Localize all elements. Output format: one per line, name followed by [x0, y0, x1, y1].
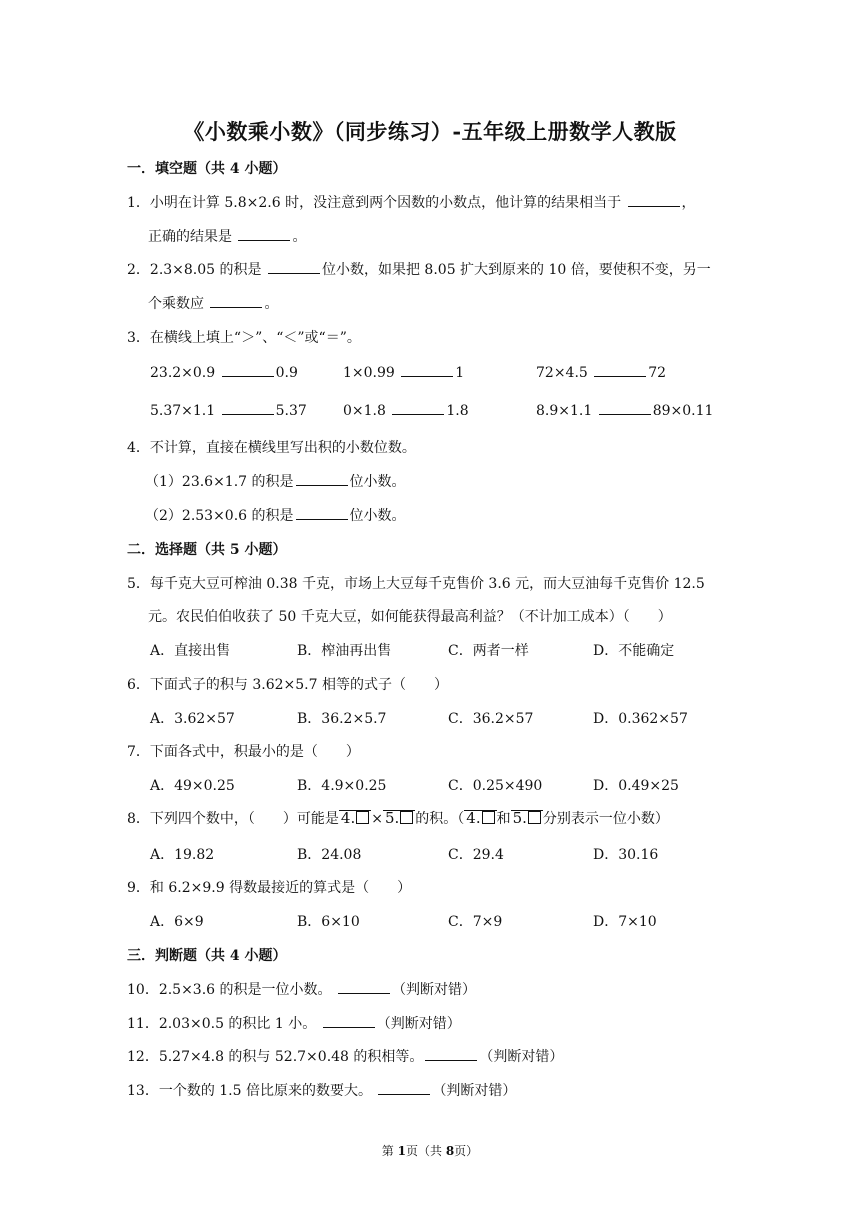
answer-blank [296, 507, 348, 520]
page-footer [0, 1142, 860, 1159]
page-number: 1 [397, 1144, 406, 1158]
judge-suffix: （判断对错） [432, 1083, 517, 1099]
compare-item [536, 364, 666, 381]
page-title: 《小数乘小数》（同步练习）-五年级上册数学人教版 [183, 119, 677, 144]
option-b: B．36.2×5.7 [297, 711, 387, 727]
factor-box-2 [383, 810, 415, 826]
option-c: C．两者一样 [448, 643, 529, 659]
square-placeholder-icon [356, 811, 369, 824]
question-1-text-2: 正确的结果是 [148, 229, 232, 245]
answer-blank [268, 261, 320, 274]
answer-blank [338, 981, 390, 994]
and-word: 和 [496, 811, 511, 827]
page-total: 8 [445, 1144, 455, 1158]
question-1-line-2 [148, 226, 306, 246]
option-b: B．4.9×0.25 [297, 778, 387, 794]
question-4-stem: 4．不计算，直接在横线里写出积的小数位数。 [127, 440, 416, 456]
question-8-text-b: 的积。（ [415, 811, 465, 827]
part-text: （1）23.6×1.7 的积是 [145, 474, 294, 490]
square-placeholder-icon [528, 811, 541, 824]
factor-box-1 [339, 810, 371, 826]
judge-text: 10．2.5×3.6 的积是一位小数。 [127, 982, 332, 998]
question-1-punct-2: 。 [292, 229, 307, 245]
times-sign: × [371, 811, 383, 827]
judge-text: 13．一个数的 1.5 倍比原来的数要大。 [127, 1083, 372, 1099]
option-a: A．直接出售 [150, 643, 231, 659]
option-a: A．6×9 [150, 914, 204, 930]
question-6-stem: 6．下面式子的积与 3.62×5.7 相等的式子（ ） [127, 677, 448, 693]
answer-blank [238, 228, 290, 241]
answer-blank [594, 364, 646, 377]
option-c: C．0.25×490 [448, 778, 543, 794]
option-b: B．榨油再出售 [297, 643, 392, 659]
option-d: D．0.362×57 [593, 711, 688, 727]
factor-digit: 5. [384, 809, 400, 827]
compare-left: 72×4.5 [536, 365, 588, 381]
section-heading-fill-in: 一．填空题（共 4 小题） [127, 161, 287, 177]
question-11 [127, 1013, 461, 1033]
question-2-text: 2．2.3×8.05 的积是 [127, 262, 262, 278]
answer-blank [323, 1015, 375, 1028]
factor-digit: 4. [466, 809, 481, 827]
question-8-text-c: 分别表示一位小数） [542, 811, 669, 827]
option-a: A．3.62×57 [150, 711, 235, 727]
part-text-b: 位小数。 [349, 508, 406, 524]
compare-left: 1×0.99 [343, 365, 395, 381]
question-4-part-1 [145, 471, 406, 491]
question-13 [127, 1080, 516, 1100]
question-2-punct: 。 [264, 296, 279, 312]
option-d: D．7×10 [593, 914, 657, 930]
section-heading-judge: 三．判断题（共 4 小题） [127, 948, 287, 964]
option-b: B．24.08 [297, 847, 362, 863]
square-placeholder-icon [482, 811, 495, 824]
answer-blank [628, 194, 680, 207]
compare-right: 1.8 [446, 403, 469, 419]
footer-text: 页（共 [405, 1144, 446, 1158]
answer-blank [222, 364, 274, 377]
compare-right: 1 [455, 365, 465, 381]
factor-box-3 [464, 810, 496, 826]
factor-digit: 5. [512, 809, 527, 827]
compare-right: 5.37 [275, 403, 307, 419]
square-placeholder-icon [400, 811, 413, 824]
option-b: B．6×10 [297, 914, 360, 930]
option-d: D．0.49×25 [593, 778, 679, 794]
question-5-line-1: 5．每千克大豆可榨油 0.38 千克，市场上大豆每千克售价 3.6 元，而大豆油每千克售价 12.5 [127, 576, 705, 592]
option-c: C．36.2×57 [448, 711, 534, 727]
footer-text: 页） [454, 1144, 479, 1158]
answer-blank [210, 295, 262, 308]
question-1-punct: ， [681, 195, 696, 211]
question-12 [127, 1046, 563, 1066]
answer-blank [425, 1048, 477, 1061]
compare-left: 0×1.8 [343, 403, 386, 419]
question-8-stem [127, 808, 669, 828]
footer-text: 第 [381, 1144, 398, 1158]
judge-text: 11．2.03×0.5 的积比 1 小。 [127, 1016, 317, 1032]
question-1-line-1 [127, 192, 696, 212]
part-text: （2）2.53×0.6 的积是 [145, 508, 294, 524]
option-d: D．不能确定 [593, 643, 675, 659]
judge-suffix: （判断对错） [391, 982, 476, 998]
question-8-text: 8．下列四个数中，（ ）可能是 [127, 811, 339, 827]
compare-item [536, 402, 713, 419]
answer-blank [599, 402, 651, 415]
option-d: D．30.16 [593, 847, 659, 863]
compare-item [343, 364, 464, 381]
question-10 [127, 979, 476, 999]
question-4-part-2 [145, 505, 406, 525]
compare-left: 23.2×0.9 [150, 365, 216, 381]
part-text-b: 位小数。 [349, 474, 406, 490]
compare-right: 89×0.11 [652, 403, 714, 419]
answer-blank [296, 473, 348, 486]
judge-suffix: （判断对错） [376, 1016, 461, 1032]
option-c: C．29.4 [448, 847, 504, 863]
compare-left: 8.9×1.1 [536, 403, 593, 419]
section-heading-choice: 二．选择题（共 5 小题） [127, 542, 287, 558]
option-a: A．49×0.25 [150, 778, 235, 794]
compare-left: 5.37×1.1 [150, 403, 216, 419]
factor-digit: 4. [340, 809, 356, 827]
judge-suffix: （判断对错） [479, 1049, 564, 1065]
answer-blank [401, 364, 453, 377]
question-9-stem: 9．和 6.2×9.9 得数最接近的算式是（ ） [127, 880, 412, 896]
compare-right: 0.9 [275, 365, 298, 381]
compare-right: 72 [648, 365, 667, 381]
question-2-line-1 [127, 259, 711, 279]
question-2-line-2 [148, 293, 278, 313]
question-7-stem: 7．下面各式中，积最小的是（ ） [127, 744, 360, 760]
option-c: C．7×9 [448, 914, 503, 930]
option-a: A．19.82 [150, 847, 215, 863]
question-2-text-2: 个乘数应 [148, 296, 204, 312]
compare-item [343, 402, 469, 419]
answer-blank [378, 1082, 430, 1095]
answer-blank [222, 402, 274, 415]
question-1-text: 1．小明在计算 5.8×2.6 时，没注意到两个因数的小数点，他计算的结果相当于 [127, 195, 622, 211]
factor-box-4 [511, 810, 543, 826]
compare-item [150, 364, 298, 381]
question-3-stem: 3．在横线上填上“＞”、“＜”或“＝”。 [127, 330, 361, 346]
question-2-text-b: 位小数，如果把 8.05 扩大到原来的 10 倍，要使积不变，另一 [321, 262, 711, 278]
answer-blank [392, 402, 444, 415]
compare-item [150, 402, 307, 419]
judge-text: 12．5.27×4.8 的积与 52.7×0.48 的积相等。 [127, 1049, 424, 1065]
question-5-line-2: 元。农民伯伯收获了 50 千克大豆，如何能获得最高利益？（不计加工成本）（ ） [148, 609, 672, 625]
